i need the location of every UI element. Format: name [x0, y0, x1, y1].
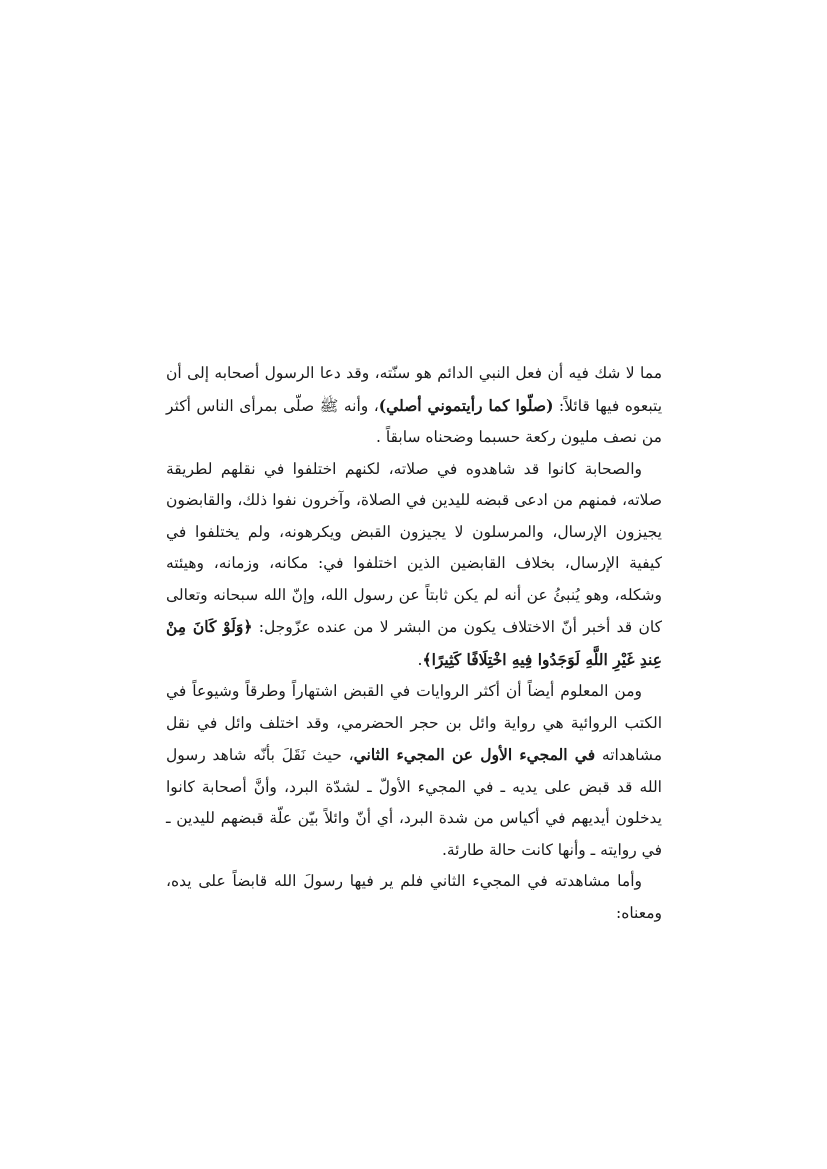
hadith-quote: (صلّوا كما رأيتموني أصلي) — [378, 395, 554, 415]
body-text — [166, 358, 662, 929]
paragraph-1-text: مما لا شك فيه أن فعل النبي الدائم هو سنّته، وقد دعا الرسول أصحابه إلى أن يتبعوه فيها قائلاً: — [166, 364, 663, 415]
paragraph-4-text: وأما مشاهدته في المجيء الثاني فلم ير فيها رسولَ الله قابضاً على يده، ومعناه: — [166, 872, 662, 922]
paragraph-3-text-end: ، حيث نَقَلَ بأنّه شاهد رسول الله قد قبض على يديه ـ في المجيء الأولّ ـ لشدّة البرد، وأنَّ أصحابة كانوا يدخلون أيديهم في أكياس من شدة البرد، أي أنّ وائلاً بيّن علّة قبضهم لليدين ـ في روايته ـ وأنها كانت حالة طارئة. — [166, 746, 662, 859]
paragraph-4 — [166, 866, 662, 929]
paragraph-3 — [166, 676, 662, 866]
paragraph-2 — [166, 454, 662, 677]
paragraph-1 — [166, 358, 662, 454]
paragraph-1-text-end: ، وأنه ﷺ صلّى بمرأى الناس أكثر من نصف مليون ركعة حسبما وضحناه سابقاً . — [166, 396, 662, 446]
emphasis-phrase: في المجيء الأول عن المجيء الثاني — [353, 745, 596, 764]
paragraph-2-text-end: . — [417, 650, 423, 669]
quran-verse: ﴿وَلَوْ كَانَ مِنْ عِندِ غَيْرِ اللَّهِ لَوَجَدُوا فِيهِ اخْتِلَافًا كَثِيرًا﴾ — [166, 617, 662, 669]
paragraph-3-text: ومن المعلوم أيضاً أن أكثر الروايات في القبض اشتهاراً وطرقاً وشيوعاً في الكتب الروائية هي رواية وائل بن حجر الحضرمي، وقد اختلف وائل في نقل مشاهداته — [166, 682, 662, 764]
paragraph-2-text: والصحابة كانوا قد شاهدوه في صلاته، لكنهم اختلفوا في نقلهم لطريقة صلاته، فمنهم من ادعى قبضه لليدين في الصلاة، وآخرون نفوا ذلك، والقابضون يجيزون الإرسال، والمرسلون لا يجيزون القبض ويكرهونه، ولم يختلفوا في كيفية الإرسال، بخلاف القابضين الذين اختلفوا في: مكانه، وزمانه، وهيئته وشكله، وهو يُنبئُ عن أنه لم يكن ثابتاً عن رسول الله، وإنّ الله سبحانه وتعالى كان قد أخبر أنّ الاختلاف يكون من البشر لا من عنده عزّوجل: — [166, 459, 662, 636]
